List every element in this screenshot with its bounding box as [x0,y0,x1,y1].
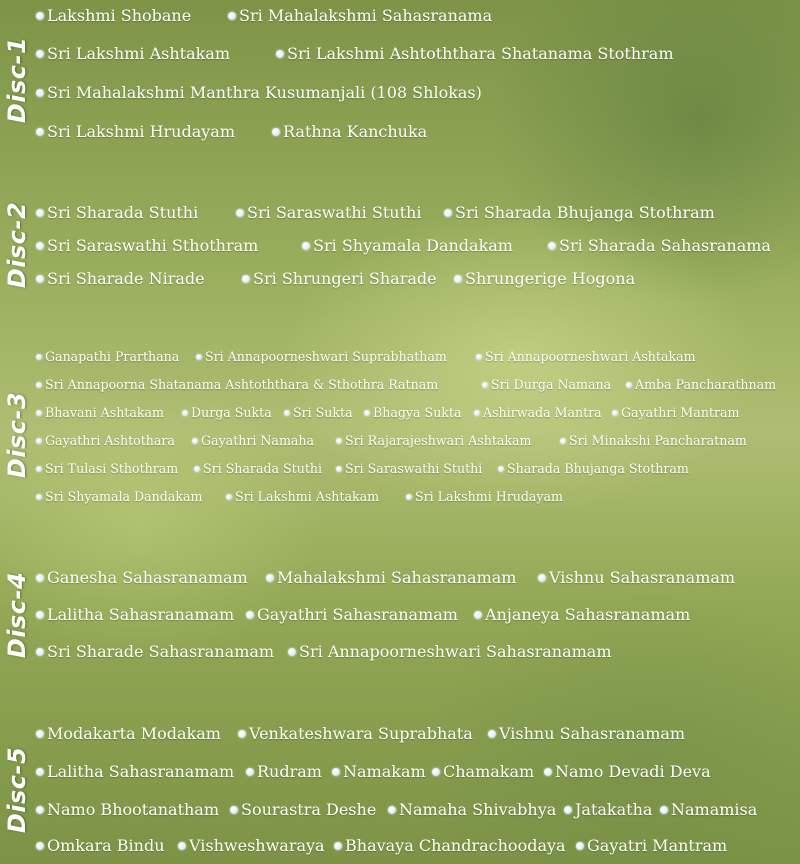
bullet-icon [182,410,188,416]
track-item: Gayathri Sahasranamam [246,605,458,624]
track-item: Bhagya Sukta [364,405,462,420]
track-item: Namakam [332,762,426,781]
disc-5-label: Disc-5 [3,746,32,834]
track-item: Sri Sharada Stuthi [194,461,322,476]
bullet-icon [284,410,290,416]
bullet-icon [498,466,504,472]
track-item: Sri Annapoorneshwari Sahasranamam [288,642,612,661]
track-item: Namo Devadi Deva [544,762,711,781]
track-item: Sri Annapoorna Shatanama Ashtoththara & Sthothra Ratnam [36,377,438,392]
track-item: Sri Annapoorneshwari Ashtakam [476,349,696,364]
track-item: Sri Sharada Stuthi [36,203,198,222]
bullet-icon [302,242,310,250]
track-item: Namamisa [660,800,757,819]
bullet-icon [36,466,42,472]
track-item: Amba Pancharathnam [626,377,776,392]
bullet-icon [388,806,396,814]
bullet-icon [242,275,250,283]
track-item: Namo Bhootanatham [36,800,219,819]
track-item: Sri Shyamala Dandakam [36,489,202,504]
bullet-icon [36,842,44,850]
track-item: Vishnu Sahasranamam [538,568,735,587]
track-item: Modakarta Modakam [36,724,221,743]
bullet-icon [538,574,546,582]
bullet-icon [36,648,44,656]
bullet-icon [432,768,440,776]
track-item: Sri Sharada Sahasranama [548,236,771,255]
track-item: Lalitha Sahasranamam [36,605,234,624]
bullet-icon [336,438,342,444]
track-item: Gayathri Mantram [612,405,739,420]
bullet-icon [36,128,44,136]
bullet-icon [36,806,44,814]
bullet-icon [36,438,42,444]
track-item: Sri Lakshmi Ashtakam [36,44,230,63]
track-item: Ganapathi Prarthana [36,349,179,364]
track-item: Gayathri Namaha [192,433,314,448]
bullet-icon [474,410,480,416]
bullet-icon [236,209,244,217]
track-item: Sri Lakshmi Hrudayam [406,489,563,504]
track-item: Sri Rajarajeshwari Ashtakam [336,433,532,448]
bullet-icon [36,89,44,97]
bullet-icon [36,611,44,619]
track-item: Sri Durga Namana [482,377,611,392]
bullet-icon [266,574,274,582]
bullet-icon [36,12,44,20]
track-item: Gayathri Ashtothara [36,433,175,448]
track-item: Mahalakshmi Sahasranamam [266,568,516,587]
bullet-icon [626,382,632,388]
bullet-icon [660,806,668,814]
bullet-icon [36,494,42,500]
bullet-icon [36,354,42,360]
track-item: Sri Sharada Bhujanga Stothram [444,203,715,222]
bullet-icon [454,275,462,283]
track-item: Bhavaya Chandrachoodaya [334,836,566,855]
track-item: Namaha Shivabhya [388,800,556,819]
track-item: Sri Sukta [284,405,353,420]
bullet-icon [474,611,482,619]
track-item: Venkateshwara Suprabhata [238,724,473,743]
bullet-icon [36,574,44,582]
track-item: Sri Mahalakshmi Manthra Kusumanjali (108 Shlokas) [36,83,482,102]
bullet-icon [230,806,238,814]
bullet-icon [226,494,232,500]
bullet-icon [476,354,482,360]
track-item: Jatakatha [564,800,652,819]
track-item: Ashirwada Mantra [474,405,602,420]
track-item: Ganesha Sahasranamam [36,568,248,587]
track-item: Sri Sharade Nirade [36,269,205,288]
track-item: Sri Shrungeri Sharade [242,269,437,288]
disc-3-label: Disc-3 [3,391,32,479]
track-item: Anjaneya Sahasranamam [474,605,690,624]
bullet-icon [564,806,572,814]
bullet-icon [576,842,584,850]
track-item: Lakshmi Shobane [36,6,191,25]
bullet-icon [36,209,44,217]
bullet-icon [36,50,44,58]
bullet-icon [36,242,44,250]
track-item: Bhavani Ashtakam [36,405,164,420]
bullet-icon [332,768,340,776]
track-item: Chamakam [432,762,534,781]
track-item: Sri Annapoorneshwari Suprabhatham [196,349,447,364]
track-item: Sharada Bhujanga Stothram [498,461,689,476]
bullet-icon [36,382,42,388]
track-item: Omkara Bindu [36,836,165,855]
bullet-icon [178,842,186,850]
track-item: Shrungerige Hogona [454,269,635,288]
bullet-icon [272,128,280,136]
bullet-icon [444,209,452,217]
track-item: Sri Tulasi Sthothram [36,461,178,476]
bullet-icon [288,648,296,656]
track-item: Vishweshwaraya [178,836,325,855]
bullet-icon [276,50,284,58]
track-item: Vishnu Sahasranamam [488,724,685,743]
bullet-icon [192,438,198,444]
track-item: Sri Mahalakshmi Sahasranama [228,6,492,25]
bullet-icon [334,842,342,850]
track-item: Sri Saraswathi Stuthi [236,203,421,222]
track-item: Sri Lakshmi Ashtoththara Shatanama Stothram [276,44,674,63]
bullet-icon [612,410,618,416]
bullet-icon [488,730,496,738]
track-item: Sri Shyamala Dandakam [302,236,513,255]
track-item: Sri Lakshmi Ashtakam [226,489,379,504]
bullet-icon [36,730,44,738]
bullet-icon [548,242,556,250]
track-item: Gayatri Mantram [576,836,727,855]
track-item: Durga Sukta [182,405,272,420]
bullet-icon [36,410,42,416]
bullet-icon [406,494,412,500]
bullet-icon [194,466,200,472]
bullet-icon [246,768,254,776]
bullet-icon [238,730,246,738]
track-item: Sri Saraswathi Stuthi [336,461,482,476]
bullet-icon [364,410,370,416]
track-item: Rudram [246,762,322,781]
disc-1-label: Disc-1 [3,36,32,124]
bullet-icon [336,466,342,472]
bullet-icon [246,611,254,619]
track-item: Sourastra Deshe [230,800,376,819]
bullet-icon [228,12,236,20]
track-item: Rathna Kanchuka [272,122,427,141]
disc-4-label: Disc-4 [3,571,32,659]
bullet-icon [544,768,552,776]
bullet-icon [36,768,44,776]
bullet-icon [36,275,44,283]
bullet-icon [560,438,566,444]
track-item: Sri Sharade Sahasranamam [36,642,274,661]
track-item: Lalitha Sahasranamam [36,762,234,781]
bullet-icon [196,354,202,360]
track-item: Sri Lakshmi Hrudayam [36,122,235,141]
bullet-icon [482,382,488,388]
track-item: Sri Minakshi Pancharatnam [560,433,747,448]
disc-2-label: Disc-2 [3,201,32,289]
track-item: Sri Saraswathi Sthothram [36,236,258,255]
